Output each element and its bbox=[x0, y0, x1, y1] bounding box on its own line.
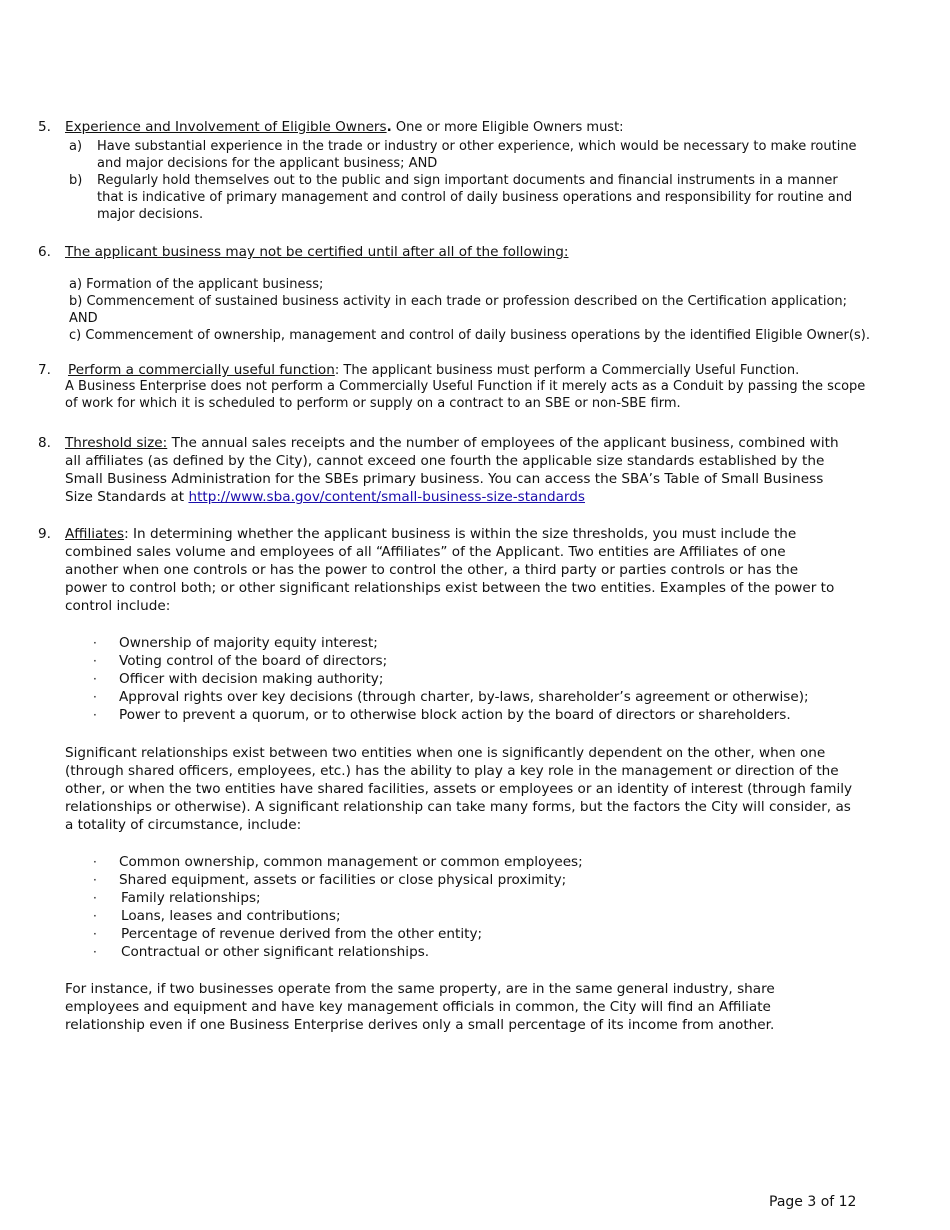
item-8-text-4: Size Standards at bbox=[65, 489, 189, 505]
item-5a-line-1: Have substantial experience in the trade or industry or other experience, which would be necessary to make routine bbox=[97, 139, 857, 154]
item-7-line-2: A Business Enterprise does not perform a Commercially Useful Function if it merely acts as a Conduit by passing the scope bbox=[65, 379, 866, 394]
item-9-line-3: another when one controls or has the power to control the other, a third party or parties controls or has the bbox=[65, 562, 799, 578]
item-9-line-2: combined sales volume and employees of all “Affiliates” of the Applicant. Two entities are Affiliates of one bbox=[65, 544, 786, 560]
item-5-intro: One or more Eligible Owners must: bbox=[391, 120, 624, 135]
list-item: Percentage of revenue derived from the other entity; bbox=[121, 926, 483, 942]
item-6b: b) Commencement of sustained business activity in each trade or profession described on the Certification application; bbox=[69, 294, 848, 309]
item-8-line-3: Small Business Administration for the SBEs primary business. You can access the SBA’s Table of Small Business bbox=[65, 471, 824, 487]
significant-line-2: (through shared officers, employees, etc.) has the ability to play a key role in the management or direction of the bbox=[65, 763, 839, 779]
item-9-text-1: : In determining whether the applicant business is within the size thresholds, you must include the bbox=[124, 526, 797, 542]
item-5-heading: Experience and Involvement of Eligible Owners bbox=[65, 119, 387, 135]
list-item: Approval rights over key decisions (through charter, by-laws, shareholder’s agreement or otherwise); bbox=[119, 689, 809, 705]
list-item: Contractual or other significant relationships. bbox=[121, 944, 430, 960]
instance-line-2: employees and equipment and have key management officials in common, the City will find an Affiliate bbox=[65, 999, 771, 1015]
list-item: Loans, leases and contributions; bbox=[121, 908, 341, 924]
item-6-heading: The applicant business may not be certified until after all of the following: bbox=[65, 244, 569, 260]
item-5a-label: a) bbox=[69, 139, 83, 154]
bullet-icon: · bbox=[93, 873, 97, 887]
bullet-icon: · bbox=[93, 927, 97, 941]
item-9-line-5: control include: bbox=[65, 598, 171, 614]
item-8-heading: Threshold size: bbox=[65, 435, 168, 451]
item-8-number: 8. bbox=[38, 435, 51, 451]
item-7-heading: Perform a commercially useful function bbox=[68, 362, 335, 378]
significant-line-4: relationships or otherwise). A significant relationship can take many forms, but the factors the City will consider, as bbox=[65, 799, 851, 815]
bullet-icon: · bbox=[93, 909, 97, 923]
bullet-icon: · bbox=[93, 945, 97, 959]
list-item: Family relationships; bbox=[121, 890, 261, 906]
item-5b-line-2: that is indicative of primary management and control of daily business operations and responsibility for routine and bbox=[97, 190, 853, 205]
bullet-icon: · bbox=[93, 672, 97, 686]
item-7-line-3: of work for which it is scheduled to perform or supply on a contract to an SBE or non-SBE firm. bbox=[65, 396, 681, 411]
bullet-icon: · bbox=[93, 855, 97, 869]
item-6b-and: AND bbox=[69, 311, 98, 326]
item-5-heading-line bbox=[65, 118, 624, 137]
bullet-icon: · bbox=[93, 636, 97, 650]
bullet-icon: · bbox=[93, 891, 97, 905]
bullet-icon: · bbox=[93, 654, 97, 668]
bullet-icon: · bbox=[93, 690, 97, 704]
list-item: Voting control of the board of directors; bbox=[119, 653, 388, 669]
significant-line-5: a totality of circumstance, include: bbox=[65, 817, 302, 833]
instance-line-1: For instance, if two businesses operate from the same property, are in the same general industry, share bbox=[65, 981, 775, 997]
item-8-text-1: The annual sales receipts and the number of employees of the applicant business, combined with bbox=[167, 435, 839, 451]
item-5b-label: b) bbox=[69, 173, 83, 188]
list-item: Common ownership, common management or common employees; bbox=[119, 854, 583, 870]
instance-line-3: relationship even if one Business Enterprise derives only a small percentage of its income from another. bbox=[65, 1017, 775, 1033]
item-5-number: 5. bbox=[38, 119, 51, 135]
sba-size-standards-link[interactable]: http://www.sba.gov/content/small-business-size-standards bbox=[188, 489, 585, 505]
item-7-text: : The applicant business must perform a Commercially Useful Function. bbox=[334, 363, 800, 378]
item-6c: c) Commencement of ownership, management and control of daily business operations by the identified Eligible Owner(s). bbox=[69, 328, 870, 343]
item-8-line-2: all affiliates (as defined by the City), cannot exceed one fourth the applicable size standards established by the bbox=[65, 453, 825, 469]
item-5-heading-period: . bbox=[386, 119, 392, 135]
item-9-line-4: power to control both; or other significant relationships exist between the two entities. Examples of the power to bbox=[65, 580, 835, 596]
item-6a: a) Formation of the applicant business; bbox=[69, 277, 324, 292]
item-6-number: 6. bbox=[38, 244, 51, 260]
bullet-icon: · bbox=[93, 708, 97, 722]
item-9-line-1 bbox=[65, 525, 796, 543]
page-number: Page 3 of 12 bbox=[769, 1194, 857, 1210]
item-7-number: 7. bbox=[38, 362, 51, 378]
list-item: Shared equipment, assets or facilities or close physical proximity; bbox=[119, 872, 567, 888]
significant-line-3: other, or when the two entities have shared facilities, assets or employees or an identity of interest (through family bbox=[65, 781, 853, 797]
list-item: Power to prevent a quorum, or to otherwise block action by the board of directors or shareholders. bbox=[119, 707, 791, 723]
item-8-line-1 bbox=[65, 434, 839, 452]
item-5b-line-1: Regularly hold themselves out to the public and sign important documents and financial instruments in a manner bbox=[97, 173, 838, 188]
item-9-heading: Affiliates bbox=[65, 526, 125, 542]
list-item: Officer with decision making authority; bbox=[119, 671, 384, 687]
list-item: Ownership of majority equity interest; bbox=[119, 635, 378, 651]
item-8-line-4 bbox=[65, 488, 585, 506]
item-5a-line-2: and major decisions for the applicant business; AND bbox=[97, 156, 438, 171]
item-5b-line-3: major decisions. bbox=[97, 207, 204, 222]
item-9-number: 9. bbox=[38, 526, 51, 542]
significant-line-1: Significant relationships exist between two entities when one is significantly dependent on the other, when one bbox=[65, 745, 826, 761]
